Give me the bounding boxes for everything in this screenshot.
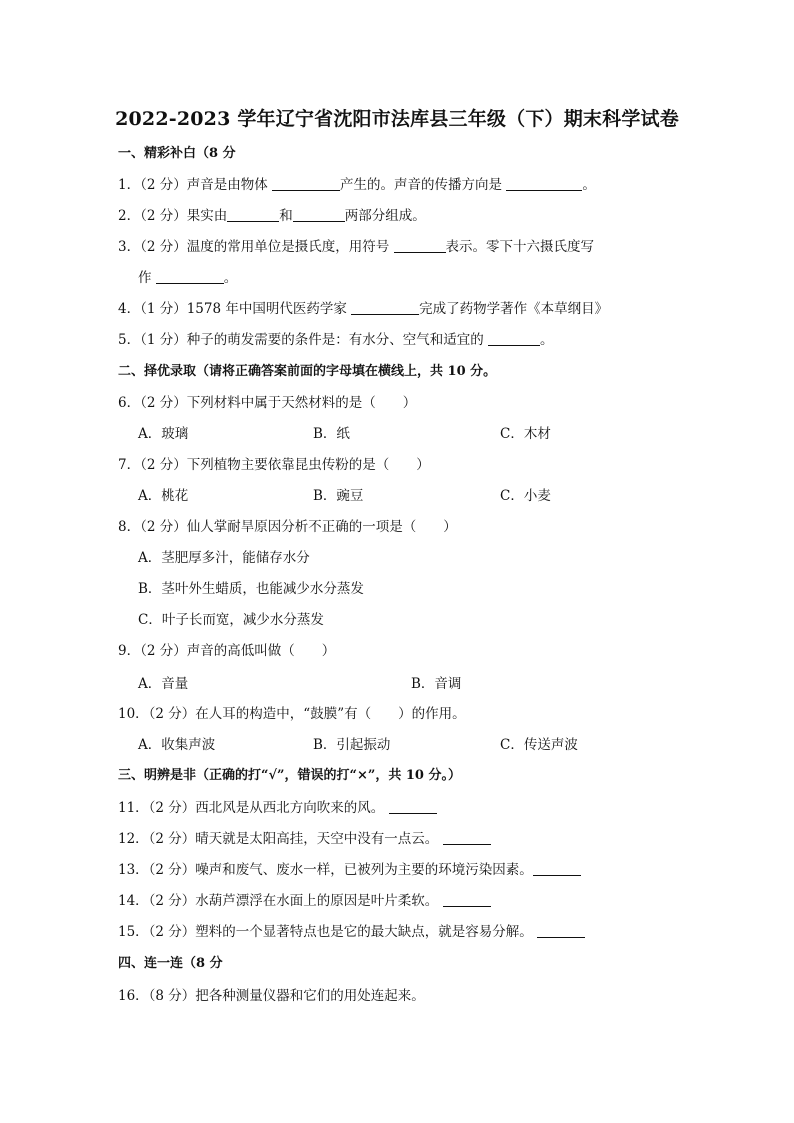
option-a[interactable]: A．收集声波	[138, 737, 216, 753]
section-heading-2: 二、择优录取（请将正确答案前面的字母填在横线上，共 10 分。	[118, 364, 497, 379]
question-5: 5．（1 分）种子的萌发需要的条件是：有水分、空气和适宜的 。	[118, 332, 554, 348]
section-heading-3: 三、明辨是非（正确的打“√”，错误的打“×”，共 10 分。）	[118, 768, 461, 783]
option-c[interactable]: C．木材	[500, 426, 551, 442]
option-b[interactable]: B．豌豆	[313, 488, 364, 504]
question-11: 11．（2 分）西北风是从西北方向吹来的风。	[118, 799, 437, 817]
section-heading-4: 四、连一连（8 分	[118, 956, 223, 971]
question-12: 12．（2 分）晴天就是太阳高挂，天空中没有一点云。	[118, 830, 491, 848]
answer-blank[interactable]	[537, 923, 585, 938]
option-a[interactable]: A．桃花	[138, 488, 189, 504]
option-b[interactable]: B．纸	[313, 426, 350, 442]
question-6: 6．（2 分）下列材料中属于天然材料的是（ ）	[118, 395, 417, 411]
answer-blank[interactable]	[443, 830, 491, 845]
question-16: 16．（8 分）把各种测量仪器和它们的用处连起来。	[118, 988, 425, 1004]
question-15: 15．（2 分）塑料的一个显著特点也是它的最大缺点，就是容易分解。	[118, 923, 585, 941]
answer-blank[interactable]	[272, 176, 340, 191]
question-8: 8．（2 分）仙人掌耐旱原因分析不正确的一项是（ ）	[118, 519, 457, 535]
section-heading-1: 一、精彩补白（8 分	[118, 146, 236, 161]
answer-blank[interactable]	[389, 799, 437, 814]
answer-blank[interactable]	[227, 207, 279, 222]
question-9: 9．（2 分）声音的高低叫做（ ）	[118, 643, 336, 659]
question-2: 2．（2 分）果实由 和 两部分组成。	[118, 208, 426, 224]
question-14: 14．（2 分）水葫芦漂浮在水面上的原因是叶片柔软。	[118, 892, 491, 910]
option-a[interactable]: A．音量	[138, 676, 189, 692]
question-7: 7．（2 分）下列植物主要依靠昆虫传粉的是（ ）	[118, 457, 430, 473]
option-c[interactable]: C．叶子长而宽，减少水分蒸发	[138, 612, 324, 628]
answer-blank[interactable]	[293, 207, 345, 222]
answer-blank[interactable]	[156, 269, 224, 284]
answer-blank[interactable]	[443, 892, 491, 907]
option-b[interactable]: B．茎叶外生蜡质，也能减少水分蒸发	[138, 581, 364, 597]
page-title: 2022-2023 学年辽宁省沈阳市法库县三年级（下）期末科学试卷	[115, 108, 679, 130]
option-a[interactable]: A．茎肥厚多汁，能储存水分	[138, 550, 310, 566]
answer-blank[interactable]	[533, 861, 581, 876]
question-10: 10．（2 分）在人耳的构造中，“鼓膜”有（ ）的作用。	[118, 706, 466, 722]
question-1: 1．（2 分）声音是由物体 产生的。声音的传播方向是 。	[118, 177, 596, 193]
option-b[interactable]: B．音调	[411, 676, 462, 692]
answer-blank[interactable]	[506, 176, 582, 191]
option-b[interactable]: B．引起振动	[313, 737, 391, 753]
answer-blank[interactable]	[351, 300, 419, 315]
question-4: 4．（1 分）1578 年中国明代医药学家 完成了药物学著作《本草纲目》	[118, 301, 609, 317]
option-c[interactable]: C．小麦	[500, 488, 551, 504]
answer-blank[interactable]	[488, 331, 540, 346]
question-3-continued: 作 。	[138, 270, 238, 286]
answer-blank[interactable]	[394, 238, 446, 253]
option-a[interactable]: A．玻璃	[138, 426, 189, 442]
question-13: 13．（2 分）噪声和废气、废水一样，已被列为主要的环境污染因素。	[118, 861, 581, 879]
option-c[interactable]: C．传送声波	[500, 737, 578, 753]
question-3: 3．（2 分）温度的常用单位是摄氏度，用符号 表示。零下十六摄氏度写	[118, 239, 595, 255]
